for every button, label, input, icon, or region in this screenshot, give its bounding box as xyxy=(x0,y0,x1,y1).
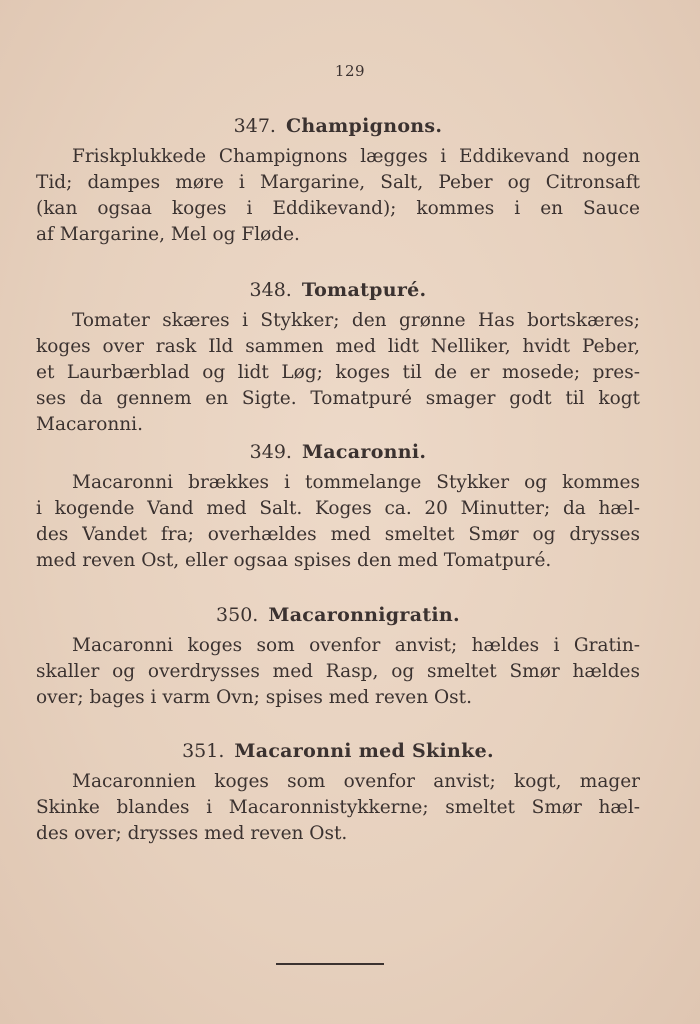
text-line: ses da gennem en Sigte. Tomatpuré smager godt til kogt xyxy=(36,388,640,409)
recipe-title: Champignons. xyxy=(285,115,443,137)
recipe-heading xyxy=(36,440,640,464)
recipe-347 xyxy=(36,114,640,248)
recipe-title: Macaronni. xyxy=(301,441,427,463)
text-line: et Laurbærblad og lidt Løg; koges til de er mosede; pres- xyxy=(36,362,640,383)
recipe-349 xyxy=(36,440,640,574)
text-line: Skinke blandes i Macaronnistykkerne; smeltet Smør hæl- xyxy=(36,797,640,818)
recipe-heading xyxy=(36,278,640,302)
text-line: Macaronni koges som ovenfor anvist; hældes i Gratin- xyxy=(72,635,640,656)
text-line: Macaronni brækkes i tommelange Stykker og kommes xyxy=(72,472,640,493)
recipe-number: 348. xyxy=(249,279,292,301)
recipe-title: Macaronnigratin. xyxy=(268,604,460,626)
text-line: af Margarine, Mel og Fløde. xyxy=(36,224,300,245)
text-line: skaller og overdrysses med Rasp, og smeltet Smør hældes xyxy=(36,661,640,682)
text-line: Macaronni. xyxy=(36,414,143,435)
page-number: 129 xyxy=(334,62,366,80)
recipe-number: 351. xyxy=(182,740,225,762)
text-line: Macaronnien koges som ovenfor anvist; kogt, mager xyxy=(72,771,640,792)
recipe-heading xyxy=(36,114,640,138)
recipe-heading xyxy=(36,739,640,763)
text-line: i kogende Vand med Salt. Koges ca. 20 Minutter; da hæl- xyxy=(36,498,640,519)
text-line: Friskplukkede Champignons lægges i Eddikevand nogen xyxy=(72,146,640,167)
recipe-351 xyxy=(36,739,640,847)
recipe-title: Macaronni med Skinke. xyxy=(234,740,494,762)
text-line: Tid; dampes møre i Margarine, Salt, Peber og Citronsaft xyxy=(36,172,640,193)
recipe-title: Tomatpuré. xyxy=(301,279,427,301)
recipe-heading xyxy=(36,603,640,627)
recipe-number: 347. xyxy=(233,115,276,137)
text-line: (kan ogsaa koges i Eddikevand); kommes i en Sauce xyxy=(36,198,640,219)
recipe-number: 349. xyxy=(249,441,292,463)
text-line: des Vandet fra; overhældes med smeltet Smør og drysses xyxy=(36,524,640,545)
recipe-350 xyxy=(36,603,640,711)
recipe-number: 350. xyxy=(216,604,259,626)
text-line: med reven Ost, eller ogsaa spises den med Tomatpuré. xyxy=(36,550,552,571)
text-line: koges over rask Ild sammen med lidt Nelliker, hvidt Peber, xyxy=(36,336,640,357)
text-line: Tomater skæres i Stykker; den grønne Has bortskæres; xyxy=(72,310,640,331)
recipe-348 xyxy=(36,278,640,438)
end-rule-divider xyxy=(276,963,384,965)
text-line: over; bages i varm Ovn; spises med reven Ost. xyxy=(36,687,472,708)
text-line: des over; drysses med reven Ost. xyxy=(36,823,348,844)
